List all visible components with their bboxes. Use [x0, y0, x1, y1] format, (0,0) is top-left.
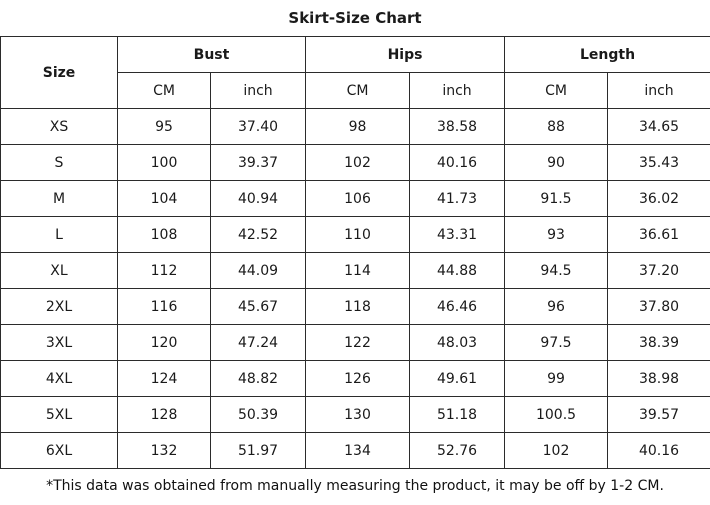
length-inch-cell: 36.02: [608, 181, 710, 217]
length-inch-cell: 36.61: [608, 217, 710, 253]
hips-cm-cell: 102: [306, 145, 410, 181]
chart-title: Skirt-Size Chart: [288, 9, 422, 27]
hips-inch-header: inch: [410, 73, 505, 109]
hips-cm-cell: 114: [306, 253, 410, 289]
hips-inch-cell: 51.18: [410, 397, 505, 433]
size-cell: XS: [1, 109, 118, 145]
length-inch-cell: 38.39: [608, 325, 710, 361]
length-inch-cell: 35.43: [608, 145, 710, 181]
size-cell: XL: [1, 253, 118, 289]
length-cm-cell: 99: [505, 361, 608, 397]
length-inch-cell: 39.57: [608, 397, 710, 433]
bust-cm-cell: 95: [118, 109, 211, 145]
bust-cm-cell: 124: [118, 361, 211, 397]
hips-inch-cell: 52.76: [410, 433, 505, 469]
length-cm-cell: 94.5: [505, 253, 608, 289]
hips-cm-cell: 134: [306, 433, 410, 469]
hips-cm-cell: 98: [306, 109, 410, 145]
bust-inch-cell: 44.09: [211, 253, 306, 289]
size-cell: 5XL: [1, 397, 118, 433]
bust-inch-cell: 48.82: [211, 361, 306, 397]
table-row: [1, 145, 710, 181]
table-row: [1, 217, 710, 253]
length-cm-cell: 100.5: [505, 397, 608, 433]
table-row: [1, 181, 710, 217]
length-cm-cell: 90: [505, 145, 608, 181]
bust-cm-cell: 128: [118, 397, 211, 433]
hips-cm-header: CM: [306, 73, 410, 109]
size-cell: L: [1, 217, 118, 253]
bust-inch-cell: 42.52: [211, 217, 306, 253]
bust-inch-cell: 40.94: [211, 181, 306, 217]
size-chart-table: [0, 36, 710, 469]
length-cm-cell: 88: [505, 109, 608, 145]
hips-cm-cell: 130: [306, 397, 410, 433]
bust-inch-cell: 50.39: [211, 397, 306, 433]
size-cell: 2XL: [1, 289, 118, 325]
bust-cm-cell: 100: [118, 145, 211, 181]
hips-cm-cell: 110: [306, 217, 410, 253]
bust-inch-cell: 39.37: [211, 145, 306, 181]
bust-cm-cell: 112: [118, 253, 211, 289]
table-row: [1, 397, 710, 433]
length-cm-cell: 91.5: [505, 181, 608, 217]
bust-cm-cell: 120: [118, 325, 211, 361]
table-row: [1, 289, 710, 325]
table-row: [1, 253, 710, 289]
table-row: [1, 325, 710, 361]
length-inch-cell: 37.20: [608, 253, 710, 289]
length-inch-cell: 40.16: [608, 433, 710, 469]
length-cm-header: CM: [505, 73, 608, 109]
hips-inch-cell: 44.88: [410, 253, 505, 289]
header-row-groups: [1, 37, 710, 73]
bust-inch-cell: 45.67: [211, 289, 306, 325]
bust-cm-cell: 108: [118, 217, 211, 253]
length-inch-header: inch: [608, 73, 710, 109]
bust-header: Bust: [118, 37, 306, 73]
hips-header: Hips: [306, 37, 505, 73]
hips-cm-cell: 118: [306, 289, 410, 325]
bust-cm-cell: 104: [118, 181, 211, 217]
hips-inch-cell: 48.03: [410, 325, 505, 361]
size-cell: S: [1, 145, 118, 181]
hips-inch-cell: 43.31: [410, 217, 505, 253]
size-cell: M: [1, 181, 118, 217]
bust-cm-cell: 132: [118, 433, 211, 469]
length-inch-cell: 37.80: [608, 289, 710, 325]
length-cm-cell: 93: [505, 217, 608, 253]
bust-cm-header: CM: [118, 73, 211, 109]
measurement-footnote: *This data was obtained from manually measuring the product, it may be off by 1-2 CM.: [46, 478, 664, 494]
size-cell: 6XL: [1, 433, 118, 469]
length-cm-cell: 96: [505, 289, 608, 325]
bust-cm-cell: 116: [118, 289, 211, 325]
length-inch-cell: 38.98: [608, 361, 710, 397]
length-cm-cell: 97.5: [505, 325, 608, 361]
hips-inch-cell: 49.61: [410, 361, 505, 397]
table-row: [1, 109, 710, 145]
bust-inch-cell: 51.97: [211, 433, 306, 469]
hips-cm-cell: 126: [306, 361, 410, 397]
table-row: [1, 433, 710, 469]
hips-inch-cell: 41.73: [410, 181, 505, 217]
length-inch-cell: 34.65: [608, 109, 710, 145]
hips-inch-cell: 38.58: [410, 109, 505, 145]
length-header: Length: [505, 37, 710, 73]
bust-inch-cell: 37.40: [211, 109, 306, 145]
hips-inch-cell: 40.16: [410, 145, 505, 181]
table-row: [1, 361, 710, 397]
bust-inch-cell: 47.24: [211, 325, 306, 361]
bust-inch-header: inch: [211, 73, 306, 109]
length-cm-cell: 102: [505, 433, 608, 469]
size-cell: 4XL: [1, 361, 118, 397]
hips-cm-cell: 122: [306, 325, 410, 361]
size-header: Size: [1, 37, 118, 109]
hips-cm-cell: 106: [306, 181, 410, 217]
hips-inch-cell: 46.46: [410, 289, 505, 325]
size-cell: 3XL: [1, 325, 118, 361]
